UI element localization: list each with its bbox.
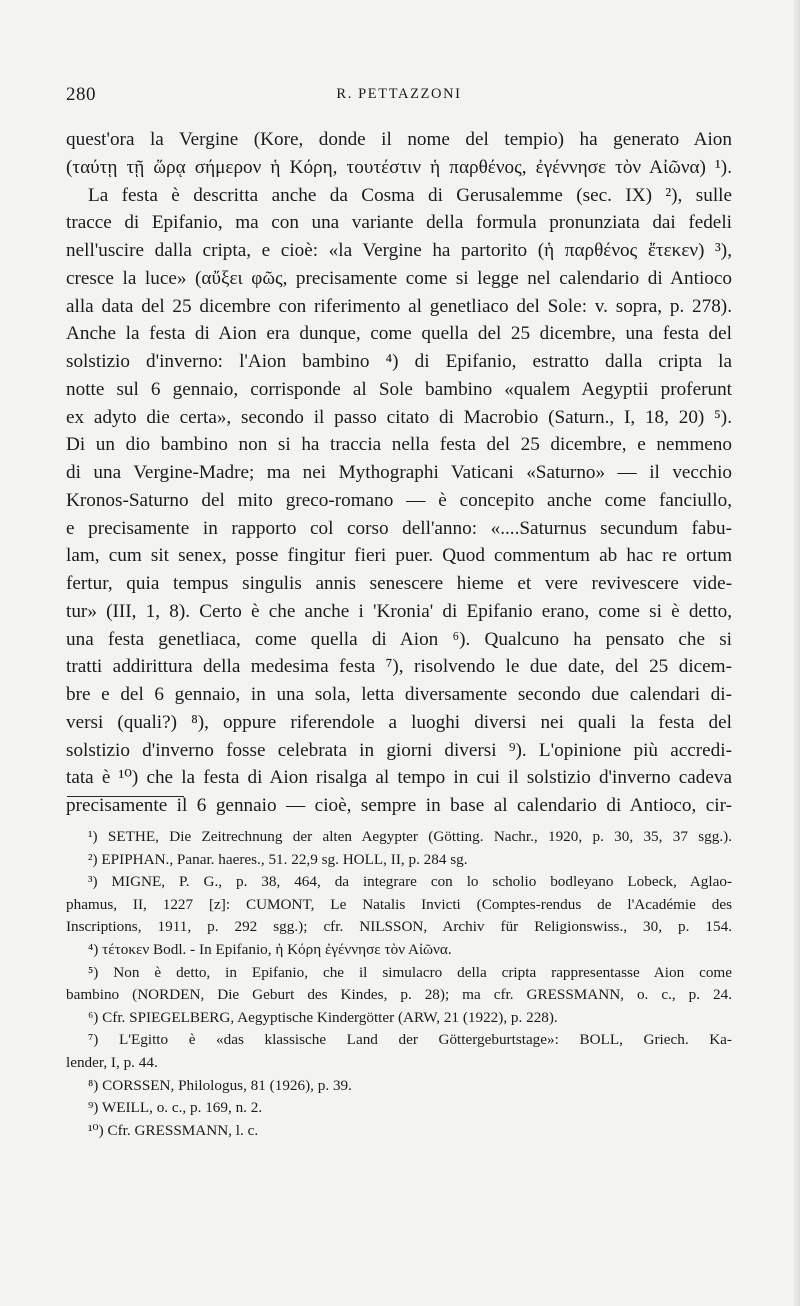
page-edge — [794, 0, 800, 1306]
text-line: solstizio d'inverno: l'Aion bambino ⁴) di Epifanio, estratto dalla cripta la — [66, 351, 732, 372]
footnote-line: ⁴) τέτοκεν Bodl. - In Epifanio, ἡ Κόρη ἐγέννησε τὸν Αἰῶνα. — [88, 940, 452, 958]
text-line: (ταύτῃ τῇ ὥρᾳ σήμερον ἡ Κόρη, τουτέστιν ἡ παρθένος, ἐγέννησε τὸν Αἰῶνα) ¹). — [66, 156, 732, 178]
text-line: Kronos-Saturno del mito greco-romano — è concepito anche come fanciullo, — [66, 489, 732, 511]
text-line: Anche la festa di Aion era dunque, come quella del 25 dicembre, una festa del — [66, 323, 732, 345]
footnote-line: ⁷) L'Egitto è «das klassische Land der Göttergeburtstage»: BOLL, Griech. Ka- — [88, 1031, 732, 1049]
page-header — [66, 84, 732, 108]
text-line: bre e del 6 gennaio, in una sola, letta diversamente secondo due calendari di- — [66, 684, 732, 705]
text-line: tracce di Epifanio, ma con una variante della formula pronunziata dai fedeli — [66, 212, 732, 234]
text-line: lam, cum sit senex, posse fingitur fieri puer. Quod commentum ab hac re ortum — [66, 545, 732, 567]
text-line: solstizio d'inverno fosse celebrata in giorni diversi ⁹). L'opinione più accredi- — [66, 739, 732, 761]
footnote-line: ¹⁰) Cfr. GRESSMANN, l. c. — [88, 1121, 259, 1139]
footnote-line: ⁶) Cfr. SPIEGELBERG, Aegyptische Kindergötter (ARW, 21 (1922), p. 228). — [88, 1008, 558, 1026]
footnote-line: ²) EPIPHAN., Panar. haeres., 51. 22,9 sg. HOLL, II, p. 284 sg. — [88, 850, 468, 868]
text-line: La festa è descritta anche da Cosma di Gerusalemme (sec. IX) ²), sulle — [88, 184, 732, 206]
footnote-line: lender, I, p. 44. — [66, 1053, 158, 1071]
text-line: versi (quali?) ⁸), oppure riferendole a luoghi diversi nei quali la festa del — [66, 711, 732, 733]
text-line: ex adyto die certa», secondo il passo citato di Macrobio (Saturn., I, 18, 20) ⁵). — [66, 406, 732, 428]
footnote-line: Inscriptions, 1911, p. 292 sgg.); cfr. NILSSON, Archiv für Religionswiss., 30, p. 154. — [66, 918, 732, 936]
text-line: precisamente il 6 gennaio — cioè, sempre in base al calendario di Antioco, cir- — [66, 795, 732, 816]
footnote-line: ³) MIGNE, P. G., p. 38, 464, da integrare con lo scholio bodleyano Lobeck, Aglao- — [88, 873, 732, 891]
footnotes — [66, 826, 732, 1142]
text-line: quest'ora la Vergine (Kore, donde il nome del tempio) ha generato Aion — [66, 129, 732, 150]
text-line: notte sul 6 gennaio, corrisponde al Sole bambino «qualem Aegyptii proferunt — [66, 378, 732, 400]
text-line: una festa genetliaca, come quella di Aion ⁶). Qualcuno ha pensato che si — [66, 628, 732, 650]
text-line: fertur, quia tempus singulis annis senescere hieme et vere revivescere vide- — [66, 573, 732, 594]
text-line: tur» (III, 1, 8). Certo è che anche i 'Kronia' di Epifanio erano, come si è detto, — [66, 600, 732, 622]
page-number: 280 — [66, 84, 96, 105]
running-head: R. PETTAZZONI — [336, 86, 462, 102]
text-line: di una Vergine-Madre; ma nei Mythographi Vaticani «Saturno» — il vecchio — [66, 462, 732, 483]
text-line: alla data del 25 dicembre con riferimento al genetliaco del Sole: v. sopra, p. 278). — [66, 295, 732, 317]
footnote-separator — [67, 796, 184, 797]
text-line: e precisamente in rapporto col corso dell'anno: «....Saturnus secundum fabu- — [66, 517, 732, 539]
footnote-line: ¹) SETHE, Die Zeitrechnung der alten Aegypter (Götting. Nachr., 1920, p. 30, 35, 37 sgg.). — [88, 828, 732, 845]
main-text — [66, 126, 732, 820]
footnote-line: ⁵) Non è detto, in Epifanio, che il simulacro della cripta rappresentasse Aion come — [88, 963, 732, 981]
footnote-line: phamus, II, 1227 [z]: CUMONT, Le Natalis Invicti (Comptes-rendus de l'Académie des — [66, 895, 732, 913]
footnote-line: bambino (NORDEN, Die Geburt des Kindes, p. 28); ma cfr. GRESSMANN, o. c., p. 24. — [66, 986, 732, 1004]
footnote-line: ⁹) WEILL, o. c., p. 169, n. 2. — [88, 1099, 263, 1117]
text-line: Di un dio bambino non si ha traccia nella festa del 25 dicembre, e nemmeno — [66, 434, 732, 456]
text-line: tata è ¹⁰) che la festa di Aion risalga al tempo in cui il solstizio d'inverno cadeva — [66, 767, 732, 789]
text-line: cresce la luce» (αὔξει φῶς, precisamente come si legge nel calendario di Antioco — [66, 267, 732, 289]
text-line: tratti addirittura della medesima festa ⁷), risolvendo le due date, del 25 dicem- — [66, 656, 732, 678]
text-line: nell'uscire dalla cripta, e cioè: «la Vergine ha partorito (ἡ παρθένος ἔτεκεν) ³), — [66, 240, 732, 261]
footnote-line: ⁸) CORSSEN, Philologus, 81 (1926), p. 39. — [88, 1076, 352, 1094]
